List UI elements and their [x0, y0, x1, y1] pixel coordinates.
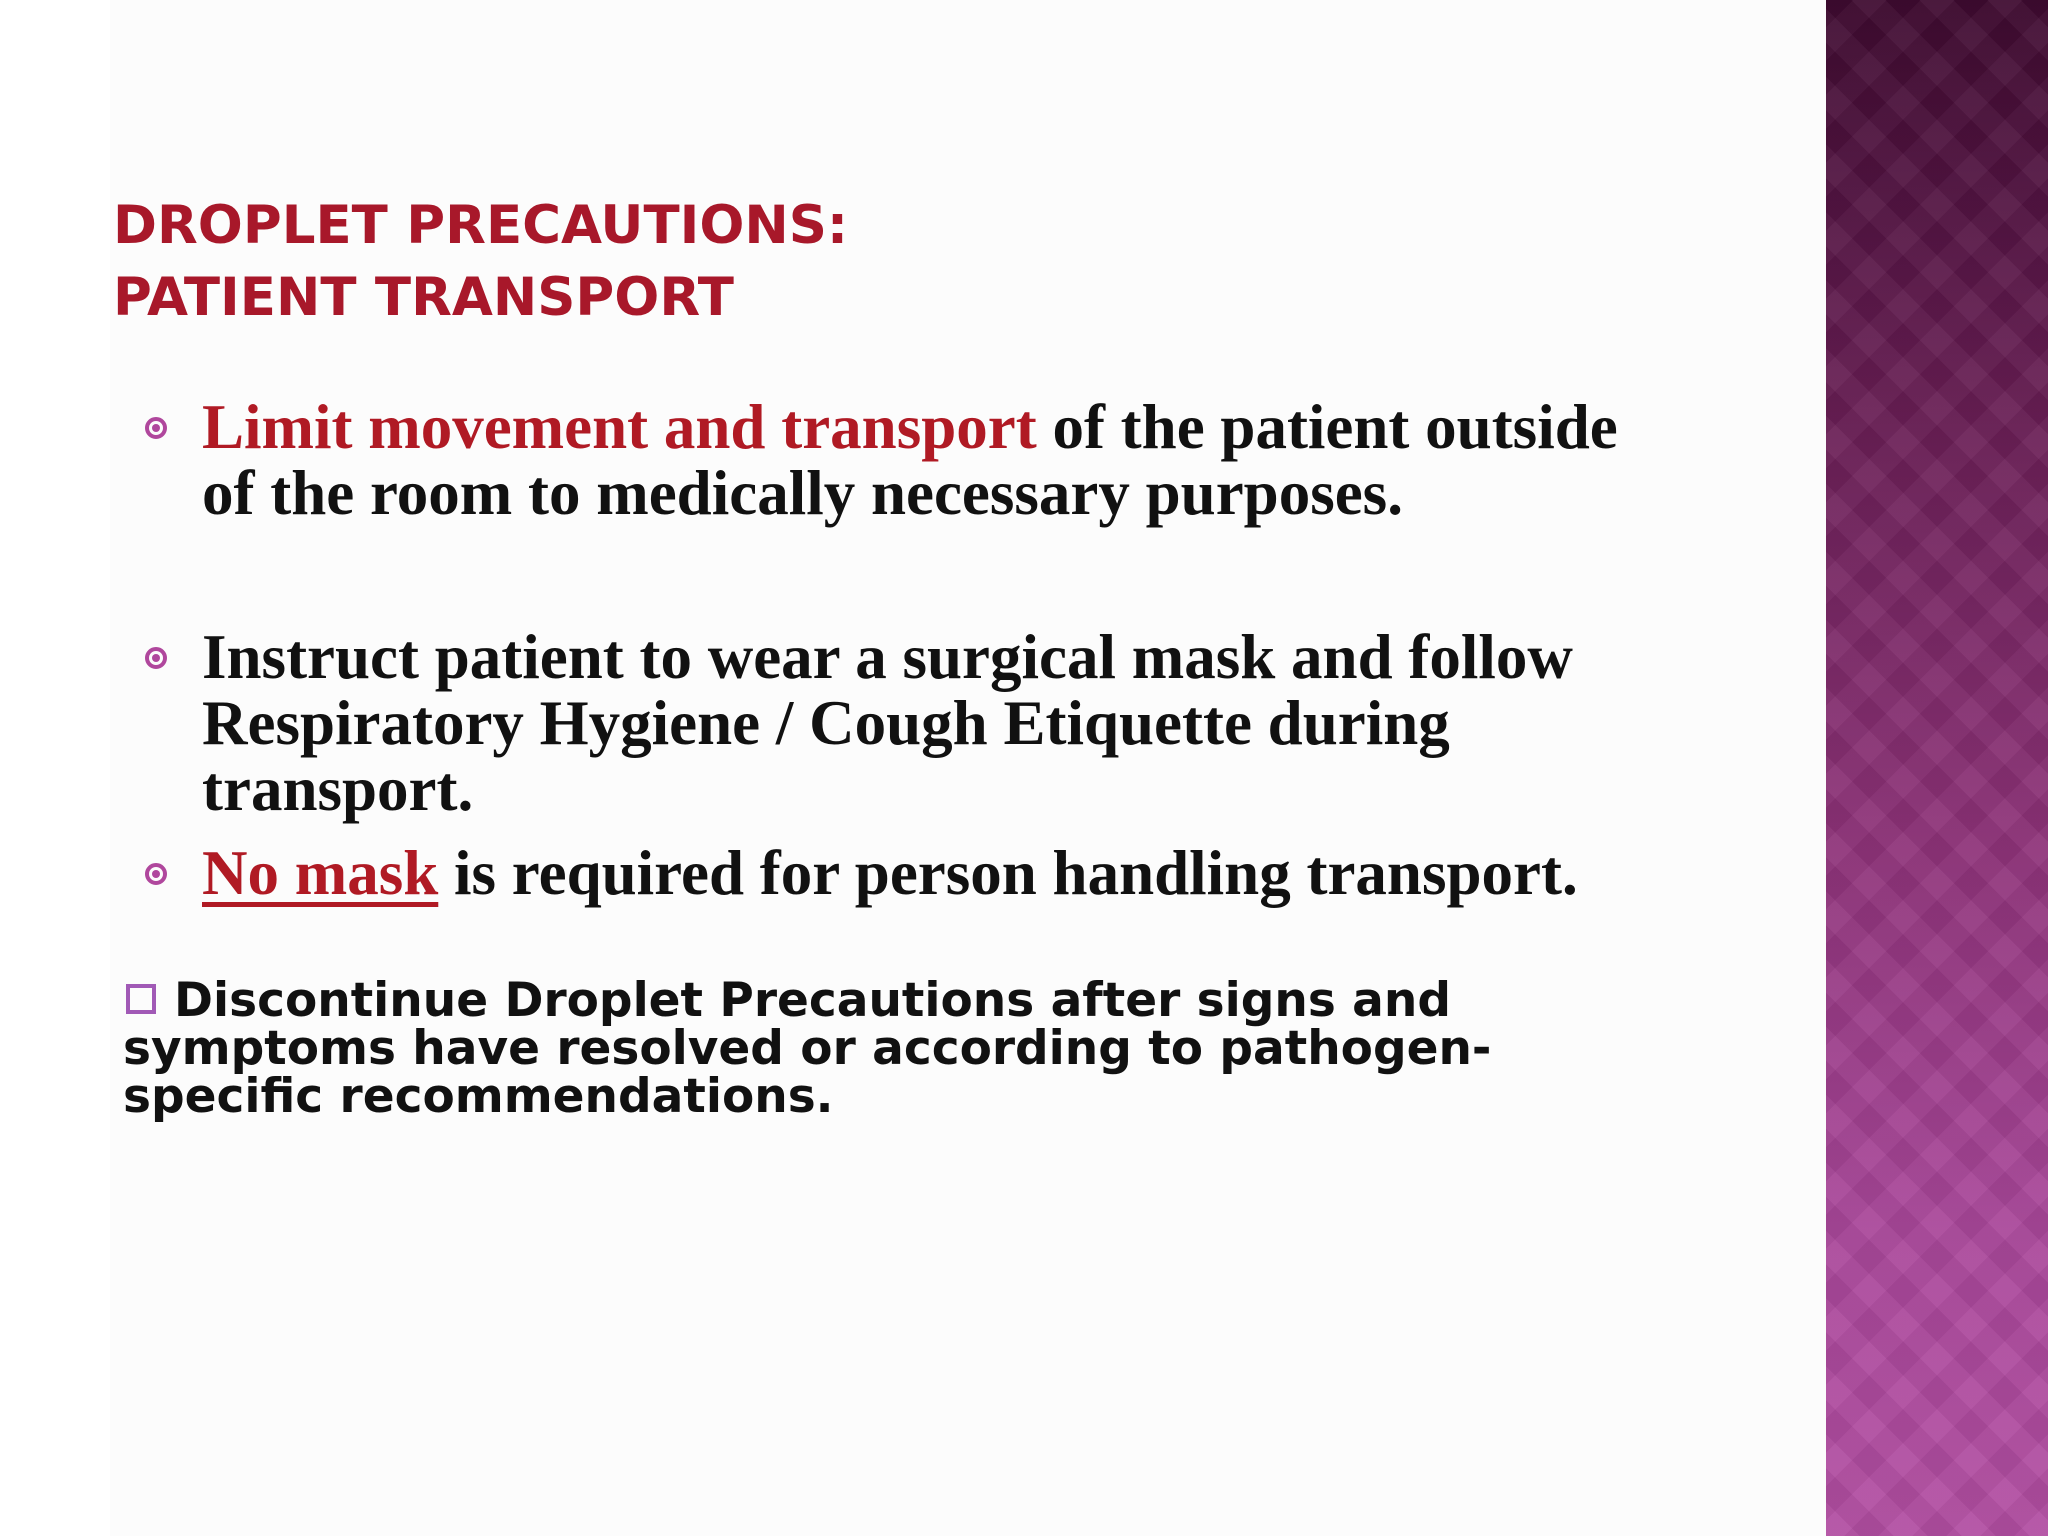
bullet-line	[202, 394, 1780, 460]
slide-title	[113, 190, 848, 334]
decorative-side-band	[1826, 0, 2048, 1536]
bullet-text: of the patient outside	[1036, 392, 1618, 462]
bullet-line	[202, 840, 1780, 906]
bullet-list	[140, 394, 1780, 906]
circled-dot-icon	[145, 647, 167, 669]
title-line-2: PATIENT TRANSPORT	[113, 267, 734, 328]
bullet-line: of the room to medically necessary purposes.	[202, 458, 1403, 528]
title-line-1: DROPLET PRECAUTIONS:	[113, 195, 849, 256]
circled-dot-icon	[145, 417, 167, 439]
bullet-line: transport.	[202, 754, 474, 824]
circled-dot-icon	[145, 863, 167, 885]
bullet-item-limit-movement	[140, 394, 1780, 526]
bullet-item-no-mask	[140, 840, 1780, 906]
bullet-item-instruct-patient	[140, 624, 1780, 822]
note-text: Discontinue Droplet Precautions after signs and	[174, 973, 1451, 1028]
note-line	[123, 973, 1723, 1028]
bullet-line: Instruct patient to wear a surgical mask and follow	[202, 622, 1573, 692]
bullet-text: is required for person handling transport.	[438, 838, 1578, 908]
emphasis-underlined-text: No mask	[202, 838, 439, 908]
bullet-line: Respiratory Hygiene / Cough Etiquette during	[202, 688, 1450, 758]
note-line: symptoms have resolved or according to pathogen-	[123, 1021, 1492, 1076]
note-line: specific recommendations.	[123, 1069, 834, 1124]
emphasis-text: Limit movement and transport	[202, 392, 1037, 462]
square-outline-icon	[126, 984, 156, 1014]
discontinue-note	[123, 973, 1723, 1124]
